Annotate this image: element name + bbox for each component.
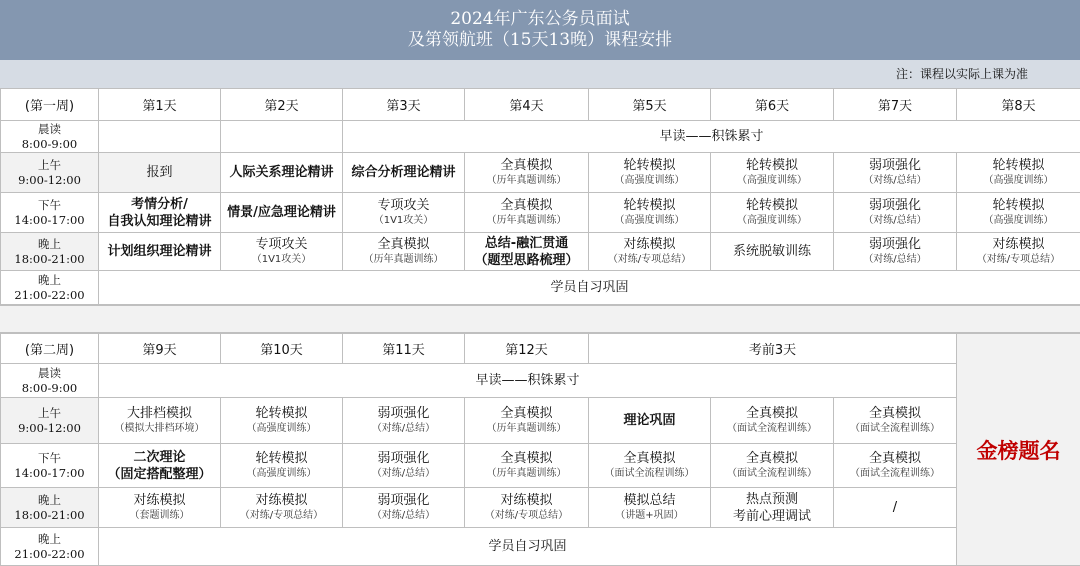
session-detail: （对练/总结） — [343, 509, 464, 523]
week2-morning-read-row — [1, 364, 1080, 398]
title-line-2: 及第领航班（15天13晚）课程安排 — [0, 29, 1080, 51]
session-title: 对练模拟 — [221, 492, 342, 509]
time-label: 上午 9:00-12:00 — [1, 153, 99, 193]
session-detail: （面试全流程训练） — [834, 422, 956, 436]
week1-table — [0, 88, 1080, 305]
session-cell — [465, 488, 589, 528]
session-title: 对练模拟 — [589, 236, 710, 253]
session-title: 总结-融汇贯通 — [465, 235, 588, 252]
week2-eve-row — [1, 488, 1080, 528]
session-title: 全真模拟 — [343, 236, 464, 253]
day-header: 第3天 — [343, 89, 465, 121]
week2-am-row — [1, 398, 1080, 444]
day-header: 第11天 — [343, 334, 465, 364]
self-study-cell: 学员自习巩固 — [99, 271, 1080, 305]
session-cell — [957, 193, 1080, 233]
session-title: 模拟总结 — [589, 492, 710, 509]
time-label: 下午 14:00-17:00 — [1, 193, 99, 233]
session-title: 情景/应急理论精讲 — [221, 204, 342, 221]
session-detail: （高强度训练） — [711, 174, 833, 188]
session-cell — [589, 233, 711, 271]
session-title: 轮转模拟 — [221, 450, 342, 467]
session-detail: （历年真题训练） — [465, 214, 588, 228]
session-title: / — [834, 499, 956, 516]
session-cell — [711, 398, 834, 444]
session-cell — [589, 193, 711, 233]
session-cell — [99, 488, 221, 528]
session-cell — [711, 444, 834, 488]
session-title: 弱项强化 — [343, 405, 464, 422]
session-title: 轮转模拟 — [711, 197, 833, 214]
session-detail: （面试全流程训练） — [711, 467, 833, 481]
session-cell — [465, 233, 589, 271]
morning-read-cell: 早读——积铢累寸 — [343, 121, 1080, 153]
title-banner — [0, 0, 1080, 60]
session-cell — [343, 153, 465, 193]
session-title: 人际关系理论精讲 — [221, 164, 342, 181]
session-title: 全真模拟 — [589, 450, 710, 467]
day-header: 第1天 — [99, 89, 221, 121]
session-cell — [589, 488, 711, 528]
session-detail: （对练/总结） — [343, 422, 464, 436]
session-detail: （题型思路梳理） — [465, 252, 588, 269]
session-title: 全真模拟 — [834, 450, 956, 467]
session-title: 全真模拟 — [465, 157, 588, 174]
self-study-cell: 学员自习巩固 — [99, 528, 957, 566]
week1-eve-row — [1, 233, 1080, 271]
session-title: 考情分析/ — [99, 196, 220, 213]
session-title: 系统脱敏训练 — [711, 243, 833, 260]
session-cell — [99, 233, 221, 271]
session-cell — [221, 444, 343, 488]
session-detail: （对练/专项总结） — [957, 253, 1080, 267]
session-title: 理论巩固 — [589, 412, 710, 429]
session-cell — [221, 233, 343, 271]
session-detail: （对练/总结） — [834, 174, 956, 188]
session-title: 计划组织理论精讲 — [99, 243, 220, 260]
session-cell — [711, 233, 834, 271]
session-detail: （模拟大排档环境） — [99, 422, 220, 436]
session-cell — [99, 398, 221, 444]
session-detail: （高强度训练） — [589, 214, 710, 228]
session-detail: 自我认知理论精讲 — [99, 213, 220, 230]
gold-list-cell: 金榜题名 — [957, 334, 1080, 566]
session-cell — [834, 488, 957, 528]
session-title: 弱项强化 — [834, 236, 956, 253]
schedule-note: 注：课程以实际上课为准 — [0, 60, 1080, 88]
week1-header-row — [1, 89, 1080, 121]
session-title: 对练模拟 — [957, 236, 1080, 253]
time-label: 上午 9:00-12:00 — [1, 398, 99, 444]
session-detail: （对练/专项总结） — [465, 509, 588, 523]
week1-am-row — [1, 153, 1080, 193]
session-cell — [711, 488, 834, 528]
day-header: 第6天 — [711, 89, 834, 121]
session-title: 轮转模拟 — [589, 197, 710, 214]
session-cell — [221, 193, 343, 233]
week-separator — [0, 305, 1080, 333]
session-cell — [834, 193, 957, 233]
session-cell — [343, 488, 465, 528]
session-title: 轮转模拟 — [957, 157, 1080, 174]
session-detail: （面试全流程训练） — [834, 467, 956, 481]
session-detail: （对练/专项总结） — [589, 253, 710, 267]
time-label: 晨读 8:00-9:00 — [1, 121, 99, 153]
session-detail: （历年真题训练） — [465, 422, 588, 436]
title-line-1: 2024年广东公务员面试 — [0, 0, 1080, 29]
session-cell — [343, 233, 465, 271]
session-cell — [589, 398, 711, 444]
session-cell — [343, 398, 465, 444]
session-cell — [221, 488, 343, 528]
day-header: 考前3天 — [589, 334, 957, 364]
session-cell — [343, 193, 465, 233]
session-title: 全真模拟 — [834, 405, 956, 422]
session-cell — [465, 444, 589, 488]
session-cell — [957, 233, 1080, 271]
session-cell — [957, 153, 1080, 193]
session-title: 弱项强化 — [343, 450, 464, 467]
day-header: 第5天 — [589, 89, 711, 121]
session-detail: （1V1攻关） — [221, 253, 342, 267]
session-detail: （面试全流程训练） — [711, 422, 833, 436]
session-cell — [465, 398, 589, 444]
session-title: 全真模拟 — [465, 450, 588, 467]
session-cell — [343, 444, 465, 488]
session-title: 热点预测 — [711, 491, 833, 508]
session-title: 二次理论 — [99, 449, 220, 466]
session-cell — [465, 193, 589, 233]
empty-cell — [221, 121, 343, 153]
day-header: 第2天 — [221, 89, 343, 121]
session-cell — [99, 153, 221, 193]
session-title: 大排档模拟 — [99, 405, 220, 422]
session-cell — [221, 153, 343, 193]
session-title: 轮转模拟 — [221, 405, 342, 422]
day-header: 第8天 — [957, 89, 1080, 121]
session-detail: （高强度训练） — [221, 422, 342, 436]
session-title: 轮转模拟 — [711, 157, 833, 174]
week2-table — [0, 333, 1080, 566]
session-title: 综合分析理论精讲 — [343, 164, 464, 181]
session-cell — [711, 153, 834, 193]
session-detail: （对练/专项总结） — [221, 509, 342, 523]
time-label: 晚上 18:00-21:00 — [1, 488, 99, 528]
session-cell — [465, 153, 589, 193]
session-title: 对练模拟 — [99, 492, 220, 509]
session-detail: （固定搭配整理） — [99, 466, 220, 483]
session-title: 全真模拟 — [711, 450, 833, 467]
time-label: 晚上 21:00-22:00 — [1, 271, 99, 305]
day-header: 第10天 — [221, 334, 343, 364]
week1-pm-row — [1, 193, 1080, 233]
week-label: (第一周) — [1, 89, 99, 121]
session-detail: （高强度训练） — [957, 214, 1080, 228]
week2-pm-row — [1, 444, 1080, 488]
session-detail: （高强度训练） — [711, 214, 833, 228]
session-detail: （历年真题训练） — [465, 467, 588, 481]
day-header: 第9天 — [99, 334, 221, 364]
session-detail: （对练/总结） — [834, 253, 956, 267]
time-label: 下午 14:00-17:00 — [1, 444, 99, 488]
session-detail: （讲题+巩固） — [589, 509, 710, 523]
session-title: 专项攻关 — [343, 197, 464, 214]
session-cell — [834, 398, 957, 444]
time-label: 晨读 8:00-9:00 — [1, 364, 99, 398]
session-title: 轮转模拟 — [589, 157, 710, 174]
session-detail: （高强度训练） — [589, 174, 710, 188]
day-header: 第12天 — [465, 334, 589, 364]
session-detail: （对练/总结） — [343, 467, 464, 481]
session-detail: （高强度训练） — [957, 174, 1080, 188]
session-title: 专项攻关 — [221, 236, 342, 253]
session-title: 对练模拟 — [465, 492, 588, 509]
session-detail: （套题训练） — [99, 509, 220, 523]
session-cell — [589, 153, 711, 193]
morning-read-cell: 早读——积铢累寸 — [99, 364, 957, 398]
session-cell — [99, 444, 221, 488]
day-header: 第7天 — [834, 89, 957, 121]
session-detail: （面试全流程训练） — [589, 467, 710, 481]
session-cell — [221, 398, 343, 444]
session-title: 报到 — [99, 164, 220, 181]
session-detail: （对练/总结） — [834, 214, 956, 228]
session-cell — [834, 233, 957, 271]
session-detail: （历年真题训练） — [465, 174, 588, 188]
session-title: 全真模拟 — [465, 405, 588, 422]
time-label: 晚上 18:00-21:00 — [1, 233, 99, 271]
session-cell — [834, 444, 957, 488]
session-cell — [99, 193, 221, 233]
week2-header-row — [1, 334, 1080, 364]
session-detail: （高强度训练） — [221, 467, 342, 481]
session-detail: 考前心理调试 — [711, 508, 833, 525]
day-header: 第4天 — [465, 89, 589, 121]
session-title: 弱项强化 — [834, 157, 956, 174]
session-title: 全真模拟 — [465, 197, 588, 214]
session-title: 弱项强化 — [343, 492, 464, 509]
session-cell — [711, 193, 834, 233]
session-detail: （历年真题训练） — [343, 253, 464, 267]
week2-night-row — [1, 528, 1080, 566]
session-title: 轮转模拟 — [957, 197, 1080, 214]
week-label: (第二周) — [1, 334, 99, 364]
session-title: 弱项强化 — [834, 197, 956, 214]
session-cell — [834, 153, 957, 193]
session-detail: （1V1攻关） — [343, 214, 464, 228]
time-label: 晚上 21:00-22:00 — [1, 528, 99, 566]
week1-night-row — [1, 271, 1080, 305]
session-title: 全真模拟 — [711, 405, 833, 422]
session-cell — [589, 444, 711, 488]
week1-morning-read-row — [1, 121, 1080, 153]
empty-cell — [99, 121, 221, 153]
